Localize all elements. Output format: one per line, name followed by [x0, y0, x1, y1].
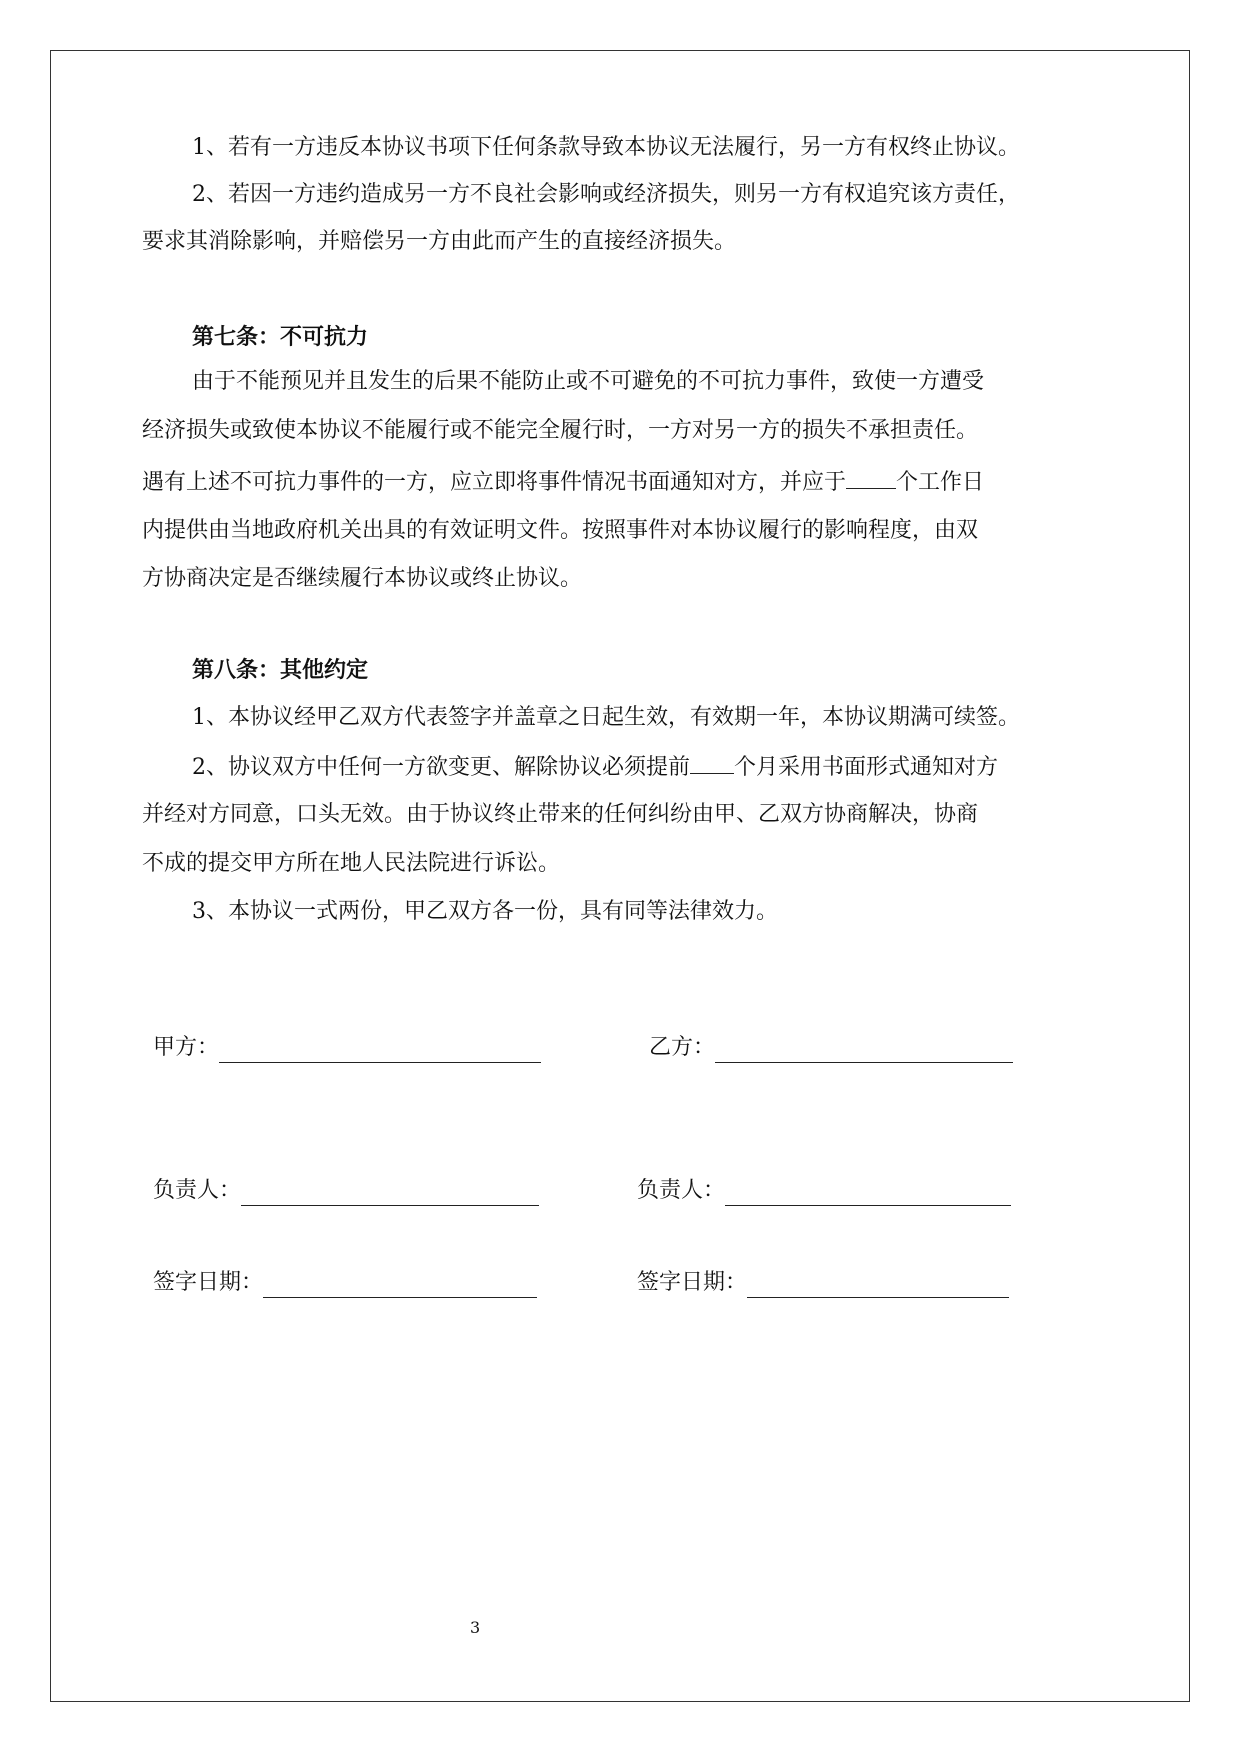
party-a-field[interactable]: [219, 1038, 541, 1063]
responsible-b-field[interactable]: [725, 1181, 1011, 1206]
section-7-line-4: 内提供由当地政府机关出具的有效证明文件。按照事件对本协议履行的影响程度，由双: [142, 518, 979, 543]
responsible-b-label: 负责人：: [637, 1178, 726, 1203]
section-8-item-1: 1、本协议经甲乙双方代表签字并盖章之日起生效，有效期一年，本协议期满可续签。: [192, 705, 1020, 730]
date-a-label: 签字日期：: [153, 1270, 264, 1295]
date-b-row: [637, 1268, 1009, 1298]
date-b-label: 签字日期：: [637, 1270, 748, 1295]
party-b-row: [649, 1033, 1013, 1063]
party-b-field[interactable]: [715, 1038, 1013, 1063]
section-7-line-2: 经济损失或致使本协议不能履行或不能完全履行时，一方对另一方的损失不承担责任。: [142, 418, 979, 443]
date-b-field[interactable]: [747, 1273, 1009, 1298]
date-a-field[interactable]: [263, 1273, 537, 1298]
section-8-item-2-suffix: 个月采用书面形式通知对方: [734, 755, 999, 780]
responsible-b-row: [637, 1176, 1011, 1206]
section-7-line-1: 由于不能预见并且发生的后果不能防止或不可避免的不可抗力事件，致使一方遭受: [192, 369, 985, 394]
section-8-item-2-line-3: 不成的提交甲方所在地人民法院进行诉讼。: [142, 851, 561, 876]
section-8-item-3: 3、本协议一式两份，甲乙双方各一份，具有同等法律效力。: [192, 899, 778, 924]
responsible-a-row: [153, 1176, 539, 1206]
section-8-item-2-line-1: [192, 751, 998, 783]
section-8-item-2-line-2: 并经对方同意，口头无效。由于协议终止带来的任何纠纷由甲、乙双方协商解决，协商: [142, 802, 979, 827]
party-a-row: [153, 1033, 541, 1063]
section-7-line-3: [142, 466, 984, 498]
section-8-heading: 第八条：其他约定: [192, 657, 369, 683]
party-b-label: 乙方：: [649, 1035, 716, 1060]
page-number: 3: [470, 1618, 481, 1637]
responsible-a-field[interactable]: [241, 1181, 539, 1206]
section-7-line-3-suffix: 个工作日: [896, 470, 985, 495]
section-8-item-2-text: 2、协议双方中任何一方欲变更、解除协议必须提前: [192, 755, 690, 780]
clause-6-item-2-line-1: 2、若因一方违约造成另一方不良社会影响或经济损失，则另一方有权追究该方责任，: [192, 182, 1020, 207]
workdays-blank[interactable]: [846, 466, 896, 489]
months-blank[interactable]: [690, 751, 734, 774]
section-7-line-3-text: 遇有上述不可抗力事件的一方，应立即将事件情况书面通知对方，并应于: [142, 470, 847, 495]
clause-6-item-1: 1、若有一方违反本协议书项下任何条款导致本协议无法履行，另一方有权终止协议。: [192, 135, 1020, 160]
responsible-a-label: 负责人：: [153, 1178, 242, 1203]
date-a-row: [153, 1268, 537, 1298]
section-7-line-5: 方协商决定是否继续履行本协议或终止协议。: [142, 566, 583, 591]
party-a-label: 甲方：: [153, 1035, 220, 1060]
section-7-heading: 第七条：不可抗力: [192, 324, 369, 350]
clause-6-item-2-line-2: 要求其消除影响，并赔偿另一方由此而产生的直接经济损失。: [142, 229, 737, 254]
